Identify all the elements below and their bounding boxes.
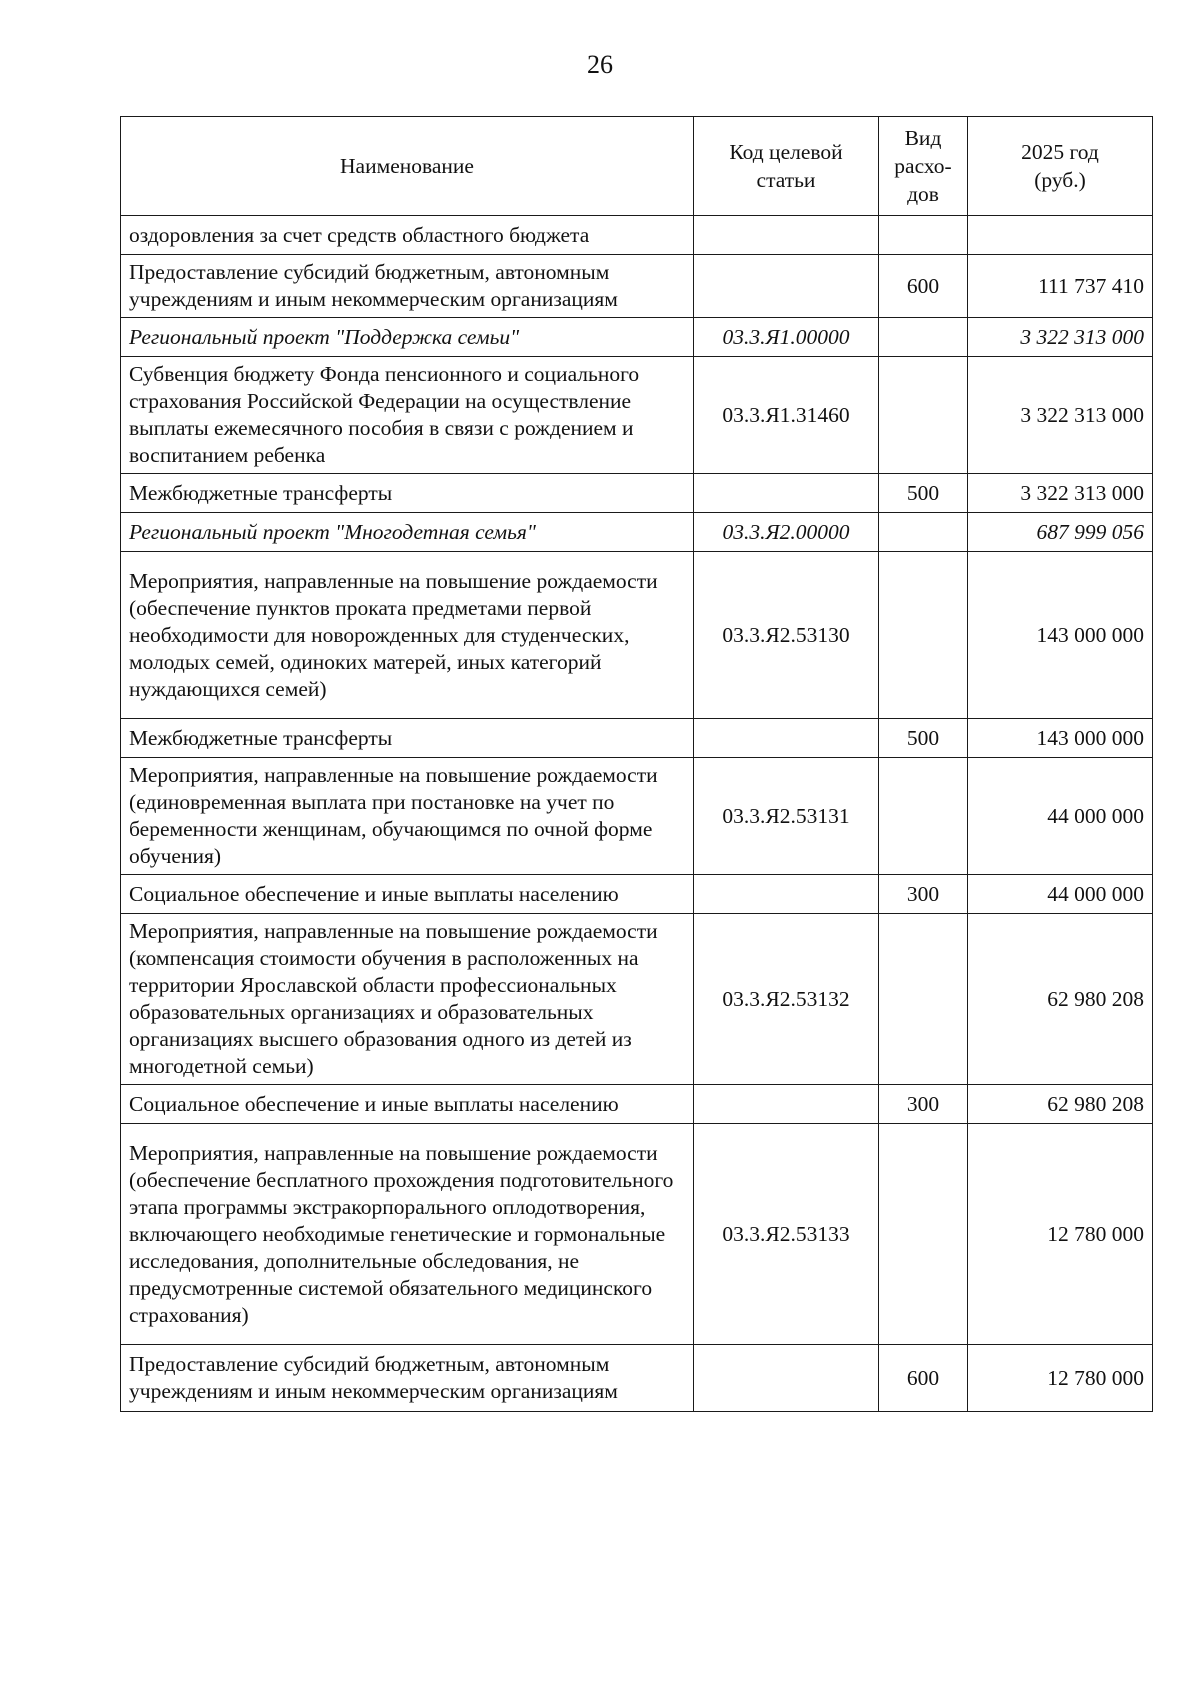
row-kind-cell [879,552,968,719]
row-name-cell: Предоставление субсидий бюджетным, автономным учреждениям и иным некоммерческим организациям [121,255,694,318]
row-name-cell: Межбюджетные трансферты [121,719,694,758]
row-code-cell: 03.3.Я1.31460 [694,357,879,474]
row-sum-cell: 62 980 208 [968,914,1153,1085]
row-kind-cell [879,318,968,357]
row-code-cell [694,1085,879,1124]
row-kind-cell [879,758,968,875]
row-code-cell [694,719,879,758]
row-sum-cell: 12 780 000 [968,1345,1153,1412]
table-row [121,1345,1153,1412]
row-name-cell: Региональный проект "Многодетная семья" [121,513,694,552]
table-row [121,216,1153,255]
row-name-cell: Предоставление субсидий бюджетным, автономным учреждениям и иным некоммерческим организациям [121,1345,694,1412]
row-code-cell: 03.3.Я2.00000 [694,513,879,552]
table-row [121,357,1153,474]
table-row [121,1085,1153,1124]
table-row [121,255,1153,318]
row-kind-cell: 600 [879,255,968,318]
row-kind-cell: 600 [879,1345,968,1412]
row-sum-cell: 143 000 000 [968,552,1153,719]
row-name-cell: Мероприятия, направленные на повышение рождаемости (компенсация стоимости обучения в расположенных на территории Ярославской области профессиональных образовательных организациях и образовательных организациях высшего образования одного из детей из многодетной семьи) [121,914,694,1085]
row-code-cell [694,216,879,255]
row-code-cell: 03.3.Я2.53133 [694,1124,879,1345]
row-sum-cell: 687 999 056 [968,513,1153,552]
row-kind-cell: 500 [879,474,968,513]
table-row [121,875,1153,914]
row-sum-cell: 44 000 000 [968,758,1153,875]
row-name-cell: оздоровления за счет средств областного бюджета [121,216,694,255]
row-code-cell [694,1345,879,1412]
row-kind-cell [879,357,968,474]
row-name-cell: Социальное обеспечение и иные выплаты населению [121,875,694,914]
table-body [121,216,1153,1412]
row-name-cell: Субвенция бюджету Фонда пенсионного и социального страхования Российской Федерации на осуществление выплаты ежемесячного пособия в связи с рождением и воспитанием ребенка [121,357,694,474]
row-code-cell [694,255,879,318]
table-row [121,1124,1153,1345]
row-sum-cell: 12 780 000 [968,1124,1153,1345]
row-sum-cell: 3 322 313 000 [968,318,1153,357]
row-name-cell: Межбюджетные трансферты [121,474,694,513]
row-code-cell: 03.3.Я2.53132 [694,914,879,1085]
table-row [121,914,1153,1085]
table-row [121,758,1153,875]
row-kind-cell [879,513,968,552]
row-code-cell: 03.3.Я2.53130 [694,552,879,719]
row-name-cell: Мероприятия, направленные на повышение рождаемости (единовременная выплата при постановке на учет по беременности женщинам, обучающимся по очной форме обучения) [121,758,694,875]
row-sum-cell: 3 322 313 000 [968,357,1153,474]
header-kind: Вид расхо- дов [879,117,968,216]
header-sum: 2025 год (руб.) [968,117,1153,216]
row-name-cell: Мероприятия, направленные на повышение рождаемости (обеспечение пунктов проката предметами первой необходимости для новорожденных для студенческих, молодых семей, одиноких матерей, иных категорий нуждающихся семей) [121,552,694,719]
row-kind-cell [879,914,968,1085]
row-code-cell: 03.3.Я2.53131 [694,758,879,875]
row-sum-cell: 3 322 313 000 [968,474,1153,513]
header-name: Наименование [121,117,694,216]
row-sum-cell: 143 000 000 [968,719,1153,758]
row-sum-cell: 44 000 000 [968,875,1153,914]
table-header-row [121,117,1153,216]
row-kind-cell: 300 [879,875,968,914]
table-row [121,552,1153,719]
table-row [121,513,1153,552]
row-code-cell [694,875,879,914]
row-kind-cell [879,216,968,255]
row-sum-cell: 62 980 208 [968,1085,1153,1124]
row-sum-cell [968,216,1153,255]
table-row [121,474,1153,513]
table-row [121,719,1153,758]
header-code: Код целевой статьи [694,117,879,216]
page-number: 26 [587,50,613,79]
table-row [121,318,1153,357]
row-kind-cell: 300 [879,1085,968,1124]
row-code-cell: 03.3.Я1.00000 [694,318,879,357]
row-code-cell [694,474,879,513]
row-name-cell: Социальное обеспечение и иные выплаты населению [121,1085,694,1124]
row-name-cell: Региональный проект "Поддержка семьи" [121,318,694,357]
row-kind-cell: 500 [879,719,968,758]
row-kind-cell [879,1124,968,1345]
row-name-cell: Мероприятия, направленные на повышение рождаемости (обеспечение бесплатного прохождения подготовительного этапа программы экстракорпорального оплодотворения, включающего необходимые генетические и гормональные исследования, дополнительные обследования, не предусмотренные системой обязательного медицинского страхования) [121,1124,694,1345]
budget-table [120,116,1153,1412]
row-sum-cell: 111 737 410 [968,255,1153,318]
